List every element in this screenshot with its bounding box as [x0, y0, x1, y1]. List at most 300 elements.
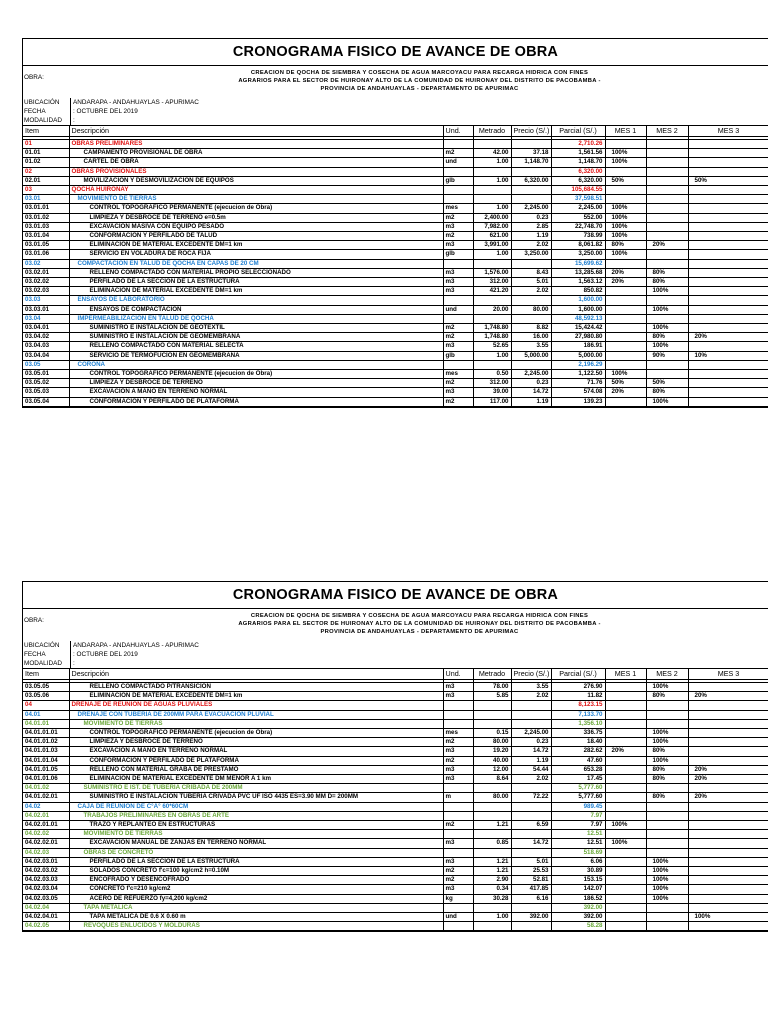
month-2-cell: 100%	[646, 894, 688, 903]
unit-cell: und	[443, 305, 473, 314]
unit-cell: glb	[443, 351, 473, 360]
month-1-cell: 50%	[605, 176, 646, 185]
unit-cell: m2	[443, 149, 473, 158]
parcial-cell: 392.00	[551, 903, 605, 912]
fecha-value: : OCTUBRE DEL 2019	[73, 651, 138, 658]
item-cell: 04.01.01.04	[23, 756, 69, 765]
parcial-cell: 2,196.29	[551, 360, 605, 369]
table-row	[23, 747, 768, 756]
table-row	[23, 388, 768, 397]
month-1-cell	[605, 259, 646, 268]
table-row	[23, 729, 768, 738]
table-row	[23, 149, 768, 158]
obra-line: CREACION DE QOCHA DE SIEMBRA Y COSECHA DE AGUA MARCOYACU PARA RECARGA HIDRICA CON FINES	[250, 70, 589, 76]
item-cell: 03.01.04	[23, 232, 69, 241]
month-1-cell	[605, 710, 646, 719]
table-row	[23, 811, 768, 820]
month-2-cell	[646, 250, 688, 259]
price-cell: 14.72	[511, 747, 551, 756]
table-row	[23, 360, 768, 369]
col-header: Descripción	[69, 669, 443, 680]
month-3-cell	[688, 379, 768, 388]
month-3-cell	[688, 397, 768, 406]
unit-cell	[443, 719, 473, 728]
metrado-cell	[473, 719, 511, 728]
description-cell: CAJA DE REUNION DE C°A° 60*60CM	[69, 802, 443, 811]
parcial-cell: 552.00	[551, 213, 605, 222]
description-cell: TRAZO Y REPLANTEO EN ESTRUCTURAS	[69, 821, 443, 830]
month-1-cell	[605, 342, 646, 351]
parcial-cell: 1,561.56	[551, 149, 605, 158]
col-header: MES 2	[646, 669, 688, 680]
item-cell: 04.01.01.06	[23, 775, 69, 784]
metrado-cell: 52.65	[473, 342, 511, 351]
price-cell	[511, 140, 551, 149]
parcial-cell: 6.06	[551, 857, 605, 866]
description-cell: CONCRETO f'c=210 kg/cm2	[69, 885, 443, 894]
table-row	[23, 167, 768, 176]
month-3-cell	[688, 756, 768, 765]
unit-cell	[443, 802, 473, 811]
unit-cell	[443, 848, 473, 857]
month-1-cell	[605, 305, 646, 314]
unit-cell: m3	[443, 287, 473, 296]
price-cell	[511, 903, 551, 912]
description-cell: SUMINISTRO E INSTALACION DE GEOMEMBRANA	[69, 333, 443, 342]
unit-cell: m2	[443, 213, 473, 222]
schedule-table	[23, 125, 768, 407]
table-row	[23, 204, 768, 213]
ubicacion-value: ANDARAPA - ANDAHUAYLAS - APURIMAC	[73, 99, 199, 106]
month-3-cell	[688, 701, 768, 710]
ubicacion-label: UBICACIÓN	[23, 98, 71, 107]
month-2-cell: 80%	[646, 278, 688, 287]
month-1-cell	[605, 793, 646, 802]
parcial-cell: 1,148.70	[551, 158, 605, 167]
month-1-cell: 80%	[605, 241, 646, 250]
metrado-cell: 0.85	[473, 839, 511, 848]
item-cell: 03.02.01	[23, 268, 69, 277]
month-2-cell: 100%	[646, 857, 688, 866]
metrado-cell: 5.85	[473, 692, 511, 701]
month-1-cell	[605, 903, 646, 912]
parcial-cell: 850.82	[551, 287, 605, 296]
item-cell: 04.02.05	[23, 922, 69, 931]
table-row	[23, 765, 768, 774]
description-cell: LIMPIEZA Y DESBROCE DE TERRENO	[69, 738, 443, 747]
month-1-cell	[605, 692, 646, 701]
metrado-cell: 3,991.00	[473, 241, 511, 250]
price-cell: 0.23	[511, 738, 551, 747]
ubicacion-label: UBICACIÓN	[23, 641, 71, 650]
month-1-cell	[605, 857, 646, 866]
month-3-cell	[688, 867, 768, 876]
unit-cell	[443, 186, 473, 195]
month-3-cell: 10%	[688, 351, 768, 360]
month-1-cell	[605, 830, 646, 839]
table-row	[23, 287, 768, 296]
month-2-cell	[646, 186, 688, 195]
parcial-cell: 47.60	[551, 756, 605, 765]
unit-cell: m3	[443, 747, 473, 756]
month-1-cell	[605, 683, 646, 692]
price-cell: 2.02	[511, 775, 551, 784]
month-1-cell	[605, 802, 646, 811]
price-cell: 54.44	[511, 765, 551, 774]
description-cell: CONFORMACION Y PERFILADO DE PLATAFORMA	[69, 397, 443, 406]
month-3-cell	[688, 167, 768, 176]
table-row	[23, 885, 768, 894]
month-2-cell	[646, 370, 688, 379]
item-cell: 03.01.01	[23, 204, 69, 213]
month-3-cell	[688, 857, 768, 866]
month-3-cell	[688, 296, 768, 305]
description-cell: SERVICIO EN VOLADURA DE ROCA FIJA	[69, 250, 443, 259]
item-cell: 04.02.03.02	[23, 867, 69, 876]
month-3-cell	[688, 259, 768, 268]
unit-cell	[443, 903, 473, 912]
parcial-cell: 5,000.00	[551, 351, 605, 360]
table-row	[23, 802, 768, 811]
month-2-cell	[646, 149, 688, 158]
month-3-cell	[688, 747, 768, 756]
parcial-cell: 22,748.70	[551, 222, 605, 231]
description-cell: CONTROL TOPOGRAFICO PERMANENTE (ejecucion de Obra)	[69, 204, 443, 213]
table-row	[23, 278, 768, 287]
unit-cell: m3	[443, 857, 473, 866]
modalidad-value: :	[73, 660, 75, 667]
parcial-cell: 8,123.15	[551, 701, 605, 710]
unit-cell: m2	[443, 397, 473, 406]
parcial-cell: 142.07	[551, 885, 605, 894]
parcial-cell: 336.75	[551, 729, 605, 738]
month-1-cell: 100%	[605, 213, 646, 222]
month-2-cell	[646, 167, 688, 176]
price-cell	[511, 784, 551, 793]
parcial-cell: 12.51	[551, 830, 605, 839]
sheet-title: CRONOGRAMA FISICO DE AVANCE DE OBRA	[23, 582, 768, 609]
col-header: MES 3	[688, 669, 768, 680]
description-cell: MOVILIZACION Y DESMOVILIZACION DE EQUIPOS	[69, 176, 443, 185]
parcial-cell: 186.52	[551, 894, 605, 903]
month-2-cell: 100%	[646, 876, 688, 885]
month-3-cell	[688, 140, 768, 149]
metrado-cell: 0.50	[473, 370, 511, 379]
obra-label: OBRA:	[24, 74, 44, 81]
item-cell: 04.02.01	[23, 811, 69, 820]
price-cell: 1.19	[511, 756, 551, 765]
month-3-cell	[688, 719, 768, 728]
month-1-cell	[605, 287, 646, 296]
parcial-cell: 17.45	[551, 775, 605, 784]
obra-line: CREACION DE QOCHA DE SIEMBRA Y COSECHA DE AGUA MARCOYACU PARA RECARGA HIDRICA CON FINES	[250, 613, 589, 619]
col-header: Parcial (S/.)	[551, 669, 605, 680]
metrado-cell: 1.00	[473, 176, 511, 185]
unit-cell	[443, 710, 473, 719]
month-3-cell	[688, 388, 768, 397]
metrado-cell: 30.28	[473, 894, 511, 903]
item-cell: 04.02.02	[23, 830, 69, 839]
month-3-cell: 100%	[688, 913, 768, 922]
item-cell: 03.05.06	[23, 692, 69, 701]
parcial-cell: 27,980.80	[551, 333, 605, 342]
month-2-cell	[646, 710, 688, 719]
table-row	[23, 913, 768, 922]
price-cell: 14.72	[511, 839, 551, 848]
parcial-cell: 37,598.51	[551, 195, 605, 204]
description-cell: COMPACTACION EN TALUD DE QOCHA EN CAPAS DE 20 CM	[69, 259, 443, 268]
price-cell: 392.00	[511, 913, 551, 922]
month-3-cell	[688, 683, 768, 692]
description-cell: MOVIMIENTO DE TIERRAS	[69, 195, 443, 204]
month-3-cell	[688, 821, 768, 830]
item-cell: 01.01	[23, 149, 69, 158]
obra-description	[71, 66, 768, 98]
table-row	[23, 195, 768, 204]
parcial-cell: 15,699.62	[551, 259, 605, 268]
parcial-cell: 5,777.60	[551, 793, 605, 802]
month-1-cell	[605, 756, 646, 765]
price-cell: 2.02	[511, 692, 551, 701]
unit-cell: m3	[443, 268, 473, 277]
month-2-cell: 100%	[646, 729, 688, 738]
table-row	[23, 756, 768, 765]
month-2-cell: 100%	[646, 885, 688, 894]
description-cell: TAPA METALICA DE 0.6 X 0.60 m	[69, 913, 443, 922]
parcial-cell: 1,600.00	[551, 305, 605, 314]
col-header: MES 2	[646, 126, 688, 137]
description-cell: OBRAS PRELIMINARES	[69, 140, 443, 149]
month-3-cell	[688, 250, 768, 259]
metrado-cell: 8.64	[473, 775, 511, 784]
table-row	[23, 848, 768, 857]
month-3-cell	[688, 268, 768, 277]
month-2-cell	[646, 913, 688, 922]
month-2-cell	[646, 360, 688, 369]
month-2-cell: 20%	[646, 241, 688, 250]
description-cell: ENCOFRADO Y DESENCOFRADO	[69, 876, 443, 885]
metrado-cell: 1.21	[473, 821, 511, 830]
table-row	[23, 232, 768, 241]
col-header: MES 3	[688, 126, 768, 137]
parcial-cell: 1,122.50	[551, 370, 605, 379]
price-cell	[511, 719, 551, 728]
metrado-cell: 1,576.00	[473, 268, 511, 277]
item-cell: 03.03	[23, 296, 69, 305]
table-row	[23, 314, 768, 323]
table-row	[23, 839, 768, 848]
item-cell: 04.01.01.05	[23, 765, 69, 774]
month-3-cell: 20%	[688, 333, 768, 342]
month-1-cell: 20%	[605, 268, 646, 277]
month-3-cell	[688, 802, 768, 811]
metrado-cell: 1.00	[473, 351, 511, 360]
item-cell: 04.02.01.01	[23, 821, 69, 830]
parcial-cell: 738.99	[551, 232, 605, 241]
month-1-cell	[605, 324, 646, 333]
description-cell: OBRAS PROVISIONALES	[69, 167, 443, 176]
month-1-cell: 20%	[605, 747, 646, 756]
description-cell: ENSAYOS DE COMPACTACION	[69, 305, 443, 314]
month-2-cell: 50%	[646, 379, 688, 388]
price-cell	[511, 710, 551, 719]
parcial-cell: 58.28	[551, 922, 605, 931]
project-meta	[23, 66, 768, 125]
month-1-cell	[605, 140, 646, 149]
description-cell: PERFILADO DE LA SECCION DE LA ESTRUCTURA	[69, 857, 443, 866]
month-2-cell	[646, 830, 688, 839]
item-cell: 03.04	[23, 314, 69, 323]
parcial-cell: 5,777.60	[551, 784, 605, 793]
price-cell	[511, 830, 551, 839]
item-cell: 03.02.02	[23, 278, 69, 287]
month-3-cell	[688, 360, 768, 369]
description-cell: SOLADOS CONCRETO f'c=100 kg/cm2 h=0.10M	[69, 867, 443, 876]
description-cell: ELIMINACION DE MATERIAL EXCEDENTE DM=1 km	[69, 241, 443, 250]
description-cell: RELLENO COMPACTADO CON MATERIAL PROPIO SELECCIONADO	[69, 268, 443, 277]
month-2-cell	[646, 140, 688, 149]
unit-cell: m3	[443, 278, 473, 287]
month-2-cell	[646, 296, 688, 305]
month-3-cell	[688, 830, 768, 839]
metrado-cell: 80.00	[473, 738, 511, 747]
description-cell: TAPA METALICA	[69, 903, 443, 912]
price-cell: 5.01	[511, 278, 551, 287]
table-row	[23, 241, 768, 250]
month-1-cell	[605, 775, 646, 784]
item-cell: 01	[23, 140, 69, 149]
month-2-cell	[646, 213, 688, 222]
item-cell: 03.05.02	[23, 379, 69, 388]
month-2-cell: 100%	[646, 738, 688, 747]
col-header: Descripción	[69, 126, 443, 137]
table-row	[23, 775, 768, 784]
month-2-cell	[646, 922, 688, 931]
parcial-cell: 276.90	[551, 683, 605, 692]
month-1-cell	[605, 186, 646, 195]
unit-cell: m3	[443, 683, 473, 692]
description-cell: CARTEL DE OBRA	[69, 158, 443, 167]
month-1-cell	[605, 765, 646, 774]
item-cell: 04.01.01.03	[23, 747, 69, 756]
unit-cell: und	[443, 158, 473, 167]
month-2-cell: 80%	[646, 775, 688, 784]
metrado-cell: 80.00	[473, 793, 511, 802]
metrado-cell: 0.15	[473, 729, 511, 738]
metrado-cell: 2,400.00	[473, 213, 511, 222]
metrado-cell: 312.00	[473, 379, 511, 388]
parcial-cell: 392.00	[551, 913, 605, 922]
description-cell: CONFORMACION Y PERFILADO DE TALUD	[69, 232, 443, 241]
parcial-cell: 8,061.82	[551, 241, 605, 250]
description-cell: RELLENO CON MATERIAL GRABA DE PRESTAMO	[69, 765, 443, 774]
table-row	[23, 268, 768, 277]
unit-cell: glb	[443, 176, 473, 185]
month-2-cell: 80%	[646, 692, 688, 701]
parcial-cell: 989.45	[551, 802, 605, 811]
metrado-cell	[473, 701, 511, 710]
unit-cell	[443, 784, 473, 793]
item-cell: 02	[23, 167, 69, 176]
month-1-cell: 100%	[605, 204, 646, 213]
obra-label: OBRA:	[24, 617, 44, 624]
unit-cell: glb	[443, 250, 473, 259]
metrado-cell: 312.00	[473, 278, 511, 287]
description-cell: RELLENO COMPACTADO P/TRANSICION	[69, 683, 443, 692]
table-row	[23, 351, 768, 360]
item-cell: 04.01.01	[23, 719, 69, 728]
price-cell: 8.82	[511, 324, 551, 333]
month-2-cell	[646, 811, 688, 820]
month-3-cell	[688, 922, 768, 931]
unit-cell	[443, 296, 473, 305]
table-row	[23, 186, 768, 195]
table-row	[23, 876, 768, 885]
unit-cell: mes	[443, 729, 473, 738]
parcial-cell: 7.97	[551, 821, 605, 830]
month-2-cell: 100%	[646, 287, 688, 296]
metrado-cell	[473, 802, 511, 811]
item-cell: 04.02.03.05	[23, 894, 69, 903]
metrado-cell: 2.90	[473, 876, 511, 885]
unit-cell: m3	[443, 692, 473, 701]
metrado-cell	[473, 848, 511, 857]
item-cell: 01.02	[23, 158, 69, 167]
description-cell: ACERO DE REFUERZO fy=4,200 kg/cm2	[69, 894, 443, 903]
table-row	[23, 719, 768, 728]
month-3-cell: 50%	[688, 176, 768, 185]
month-3-cell	[688, 305, 768, 314]
table-row	[23, 867, 768, 876]
project-meta	[23, 609, 768, 668]
month-1-cell	[605, 719, 646, 728]
parcial-cell: 139.23	[551, 397, 605, 406]
month-2-cell	[646, 839, 688, 848]
item-cell: 04.02.02.01	[23, 839, 69, 848]
description-cell: MOVIMIENTO DE TIERRAS	[69, 830, 443, 839]
price-cell: 3.55	[511, 342, 551, 351]
month-1-cell	[605, 195, 646, 204]
description-cell: ENSAYOS DE LABORATORIO	[69, 296, 443, 305]
month-3-cell	[688, 241, 768, 250]
metrado-cell: 42.00	[473, 149, 511, 158]
parcial-cell: 1,563.12	[551, 278, 605, 287]
price-cell: 0.23	[511, 379, 551, 388]
description-cell: IMPERMEABILIZACION EN TALUD DE QOCHA	[69, 314, 443, 323]
item-cell: 04.02.04	[23, 903, 69, 912]
metrado-cell: 117.00	[473, 397, 511, 406]
metrado-cell	[473, 784, 511, 793]
table-row	[23, 370, 768, 379]
price-cell: 2.02	[511, 287, 551, 296]
unit-cell: m2	[443, 756, 473, 765]
description-cell: ELIMINACION DE MATERIAL EXCEDENTE DM=1 km	[69, 287, 443, 296]
description-cell: CAMPAMENTO PROVISIONAL DE OBRA	[69, 149, 443, 158]
unit-cell	[443, 167, 473, 176]
table-row	[23, 176, 768, 185]
description-cell: REVOQUES ENLUCIDOS Y MOLDURAS	[69, 922, 443, 931]
table-row	[23, 305, 768, 314]
month-2-cell	[646, 784, 688, 793]
month-3-cell	[688, 729, 768, 738]
metrado-cell	[473, 259, 511, 268]
metrado-cell: 12.00	[473, 765, 511, 774]
month-1-cell	[605, 738, 646, 747]
price-cell: 2,245.00	[511, 370, 551, 379]
fecha-label: FECHA	[23, 650, 71, 659]
parcial-cell: 186.91	[551, 342, 605, 351]
table-row	[23, 259, 768, 268]
